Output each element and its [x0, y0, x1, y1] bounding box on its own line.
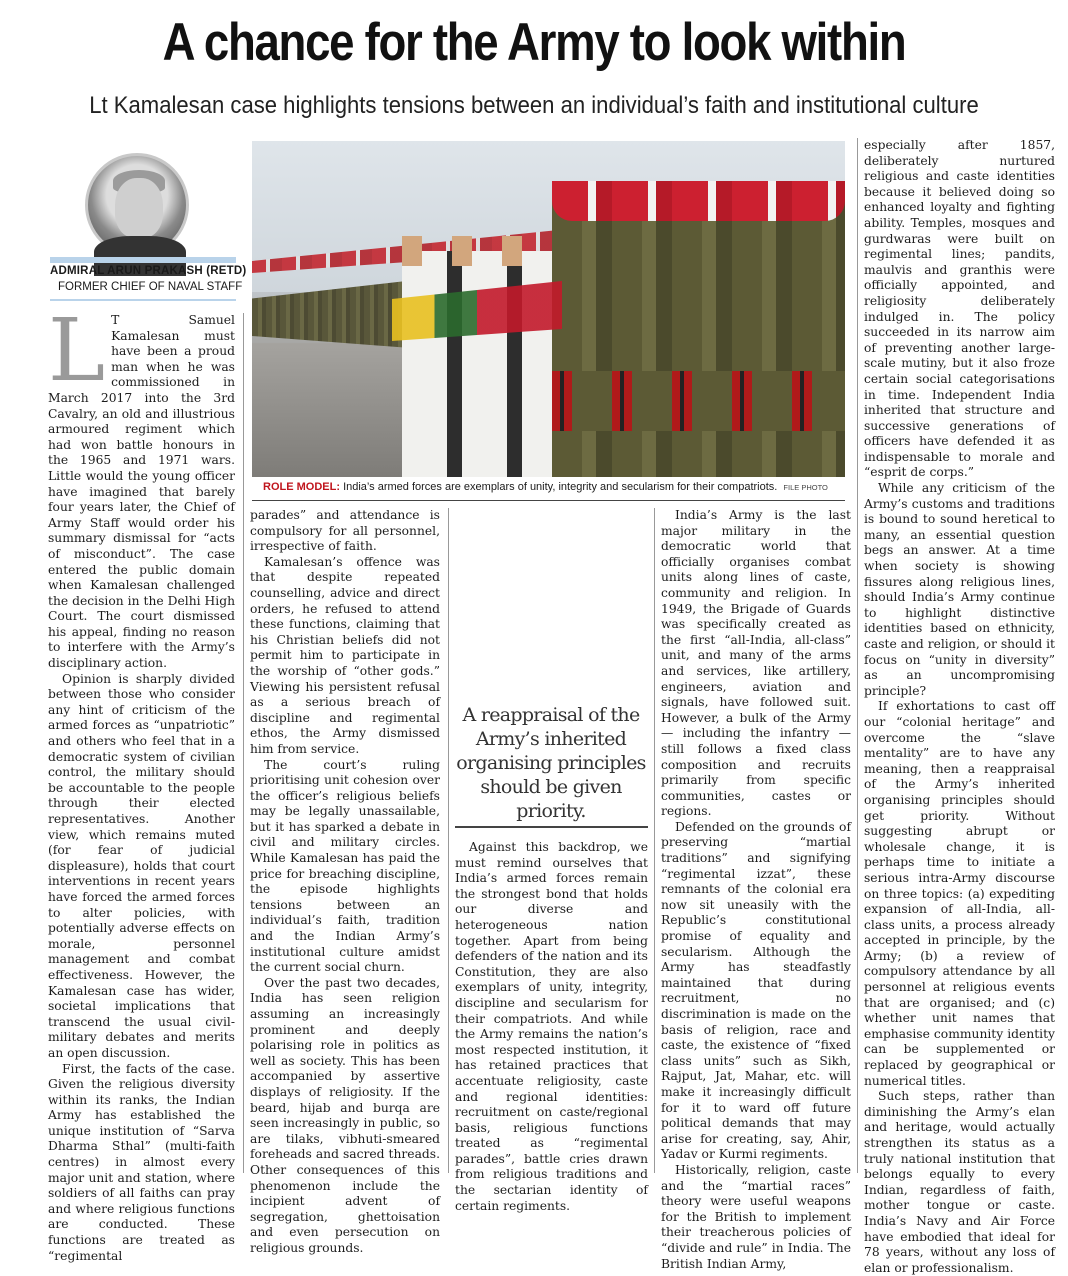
author-role: FORMER CHIEF OF NAVAL STAFF — [58, 281, 243, 293]
paragraph: The court’s ruling prioritising unit cohesion over the officer’s religious beliefs may be legally unassailable, but it has sparked a debate in civil and military circles. While Kamalesan has paid the price for breaching discipline, the episode highlights tensions between an individual’s faith, tradition and the Indian Army’s institutional culture amidst the current social churn. — [250, 757, 440, 975]
paragraph: First, the facts of the case. Given the religious diversity within its ranks, the Indian Army has established the unique institution of “Sarva Dharma Sthal” (multi-faith centres) in almost every major unit and station, where soldiers of all faiths can pray and where religious functions are conducted. These functions are treated as “regimental — [48, 1061, 235, 1263]
article-column-3 — [455, 840, 648, 1213]
subheadline: Lt Kamalesan case highlights tensions between an individual’s faith and institutional culture — [89, 92, 979, 119]
caption-label: ROLE MODEL: — [263, 481, 340, 493]
paragraph: Defended on the grounds of preserving “martial traditions” and signifying “regimental izzat”, these remnants of the colonial era now sit uneasily with the Republic’s constitutional promise of equality and secularism. Although the Army has steadfastly maintained that during recruitment, no discrimination is made on the basis of religion, race and caste, the existence of “fixed class units” such as Sikh, Rajput, Jat, Mahar, etc. will make it increasingly difficult for it to ward off future political demands that may arise for creating, say, Ahir, Yadav or Kurmi regiments. — [661, 819, 851, 1162]
article-column-2 — [250, 508, 440, 1255]
article-column-1 — [48, 301, 235, 1263]
photo-divider — [252, 500, 845, 501]
paragraph: If exhortations to cast off our “colonial heritage” and overcome the “slave mentality” are to have any meaning, then a reappraisal of the Army’s inherited organising principles should get priority. Without suggesting abrupt or wholesale change, it is perhaps time to initiate a serious intra-Army discourse on three topics: (a) expediting expansion of all-India, all-class units, a process already accepted in principle, by the Army; (b) a review of compulsory attendance by all personnel at religious events that are organised; and (c) whether unit names that emphasise community identity can be supplemented or replaced by geographical or numerical titles. — [864, 699, 1055, 1088]
paragraph: Historically, religion, caste and the “martial races” theory were useful weapons for the British to implement their treacherous policies of “divide and rule” in India. The British Indian Army, — [661, 1162, 851, 1271]
paragraph: Opinion is sharply divided between those who consider any hint of criticism of the armed forces as “unpatriotic” and others who feel that in a democratic system of civilian control, the military should be accountable to the people through their elected representatives. Another view, which remains muted (for fear of judicial displeasure), holds that court interventions in recent years have forced the armed forces to alter policies, with potentially adverse effects on morale, personnel management and combat effectiveness. However, the Kamalesan case has wider, societal implications that transcend the usual civil-military debates and merits an open discussion. — [48, 671, 235, 1060]
drop-cap: L — [48, 301, 106, 401]
column-divider — [448, 508, 449, 1173]
pull-quote: A reappraisal of the Army’s inherited organising principles should be given priority. — [456, 704, 646, 822]
column-divider — [654, 508, 655, 1173]
caption-text: India’s armed forces are exemplars of unity, integrity and secularism for their compatriots. — [343, 481, 778, 493]
article-photo — [252, 141, 845, 477]
headline: A chance for the Army to look within — [162, 13, 906, 72]
article-column-4 — [661, 508, 851, 1271]
paragraph: Over the past two decades, India has seen religion assuming an increasingly prominent and deeply polarising role in politics as well as society. This has been accompanied by assertive displays of religiosity. If the beard, hijab and burqa are seen increasingly in public, so are tilaks, vibhuti-smeared foreheads and sacred threads. Other consequences of this phenomenon include the incipient advent of segregation, ghettoisation and even persecution on religious grounds. — [250, 975, 440, 1255]
paragraph: Against this backdrop, we must remind ourselves that India’s armed forces remain the strongest bond that holds our diverse and heterogeneous nation together. Apart from being defenders of the nation and its Constitution, they are also exemplars of unity, integrity, discipline and secularism for their compatriots. And while the Army remains the nation’s most respected institution, it has retained practices that accentuate religiosity, caste and regional identities: recruitment on caste/regional basis, religious functions treated as “regimental parades”, battle cries drawn from religious traditions and the sectarian identity of certain regiments. — [455, 840, 648, 1213]
paragraph: Such steps, rather than diminishing the Army’s elan and heritage, would actually strengthen its status as a truly national institution that belongs equally to every Indian, regardless of faith, mother tongue or caste. India’s Navy and Air Force have embodied that ideal for 78 years, without any loss of elan or professionalism. — [864, 1089, 1055, 1275]
article-column-5 — [864, 138, 1055, 1275]
photo-caption — [263, 481, 828, 493]
column-divider — [857, 138, 858, 1173]
paragraph-text: T Samuel Kamalesan must have been a proud man when he was commissioned in March 2017 into the 3rd Cavalry, an old and illustrious armoured regiment which had won battle honours in the 1965 and 1971 wars. Little would the young officer have imagined that barely four years later, the Chief of Army Staff would order his summary dismissal for “acts of misconduct”. The case entered the public domain when Kamalesan challenged the decision in the Delhi High Court. The court dismissed his appeal, finding no reason to interfere with the Army’s disciplinary action. — [48, 313, 235, 671]
author-rule-top — [50, 257, 236, 263]
pull-quote-rule — [455, 826, 648, 828]
paragraph: While any criticism of the Army’s customs and traditions is bound to sound heretical to many, an essential question begs an answer. At a time when society is showing fissures along religious lines, should India’s Army continue to highlight distinctive identities based on ethnicity, caste and religion, or should it focus on “unity in diversity” as an uncompromising principle? — [864, 481, 1055, 698]
author-portrait — [85, 153, 189, 257]
paragraph: parades” and attendance is compulsory for all personnel, irrespective of faith. — [250, 508, 440, 554]
column-divider — [243, 313, 244, 1173]
paragraph: Kamalesan’s offence was that despite repeated counselling, advice and direct orders, he refused to attend these functions, claiming that his Christian beliefs did not permit him to participate in the worship of “other gods.” Viewing his persistent refusal as a serious breach of discipline and regimental ethos, the Army dismissed him from service. — [250, 554, 440, 756]
paragraph — [48, 301, 235, 672]
paragraph: India’s Army is the last major military in the democratic world that officially organises combat units along lines of caste, community and religion. In 1949, the Brigade of Guards was specifically created as the first “all-India, all-class” unit, and many of the arms and services, like artillery, engineers, aviation and signals, have followed suit. However, a bulk of the Army — including the infantry — still follows a fixed class composition and recruits primarily from specific communities, castes or regions. — [661, 508, 851, 819]
photo-credit: FILE PHOTO — [783, 483, 828, 492]
author-name: ADMIRAL ARUN PRAKASH (RETD) — [50, 265, 247, 277]
paragraph: especially after 1857, deliberately nurtured religious and caste identities because it believed doing so enhanced loyalty and fighting ability. Temples, mosques and gurdwaras were built on regimental lines; pandits, maulvis and granthis were officially appointed, and religiosity deliberately indulged in. The policy succeeded in its narrow aim of preventing another large-scale mutiny, but it also froze certain social categorisations in time. Independent India inherited that structure and successive generations of officers have defended it as indispensable to morale and “esprit de corps.” — [864, 138, 1055, 480]
